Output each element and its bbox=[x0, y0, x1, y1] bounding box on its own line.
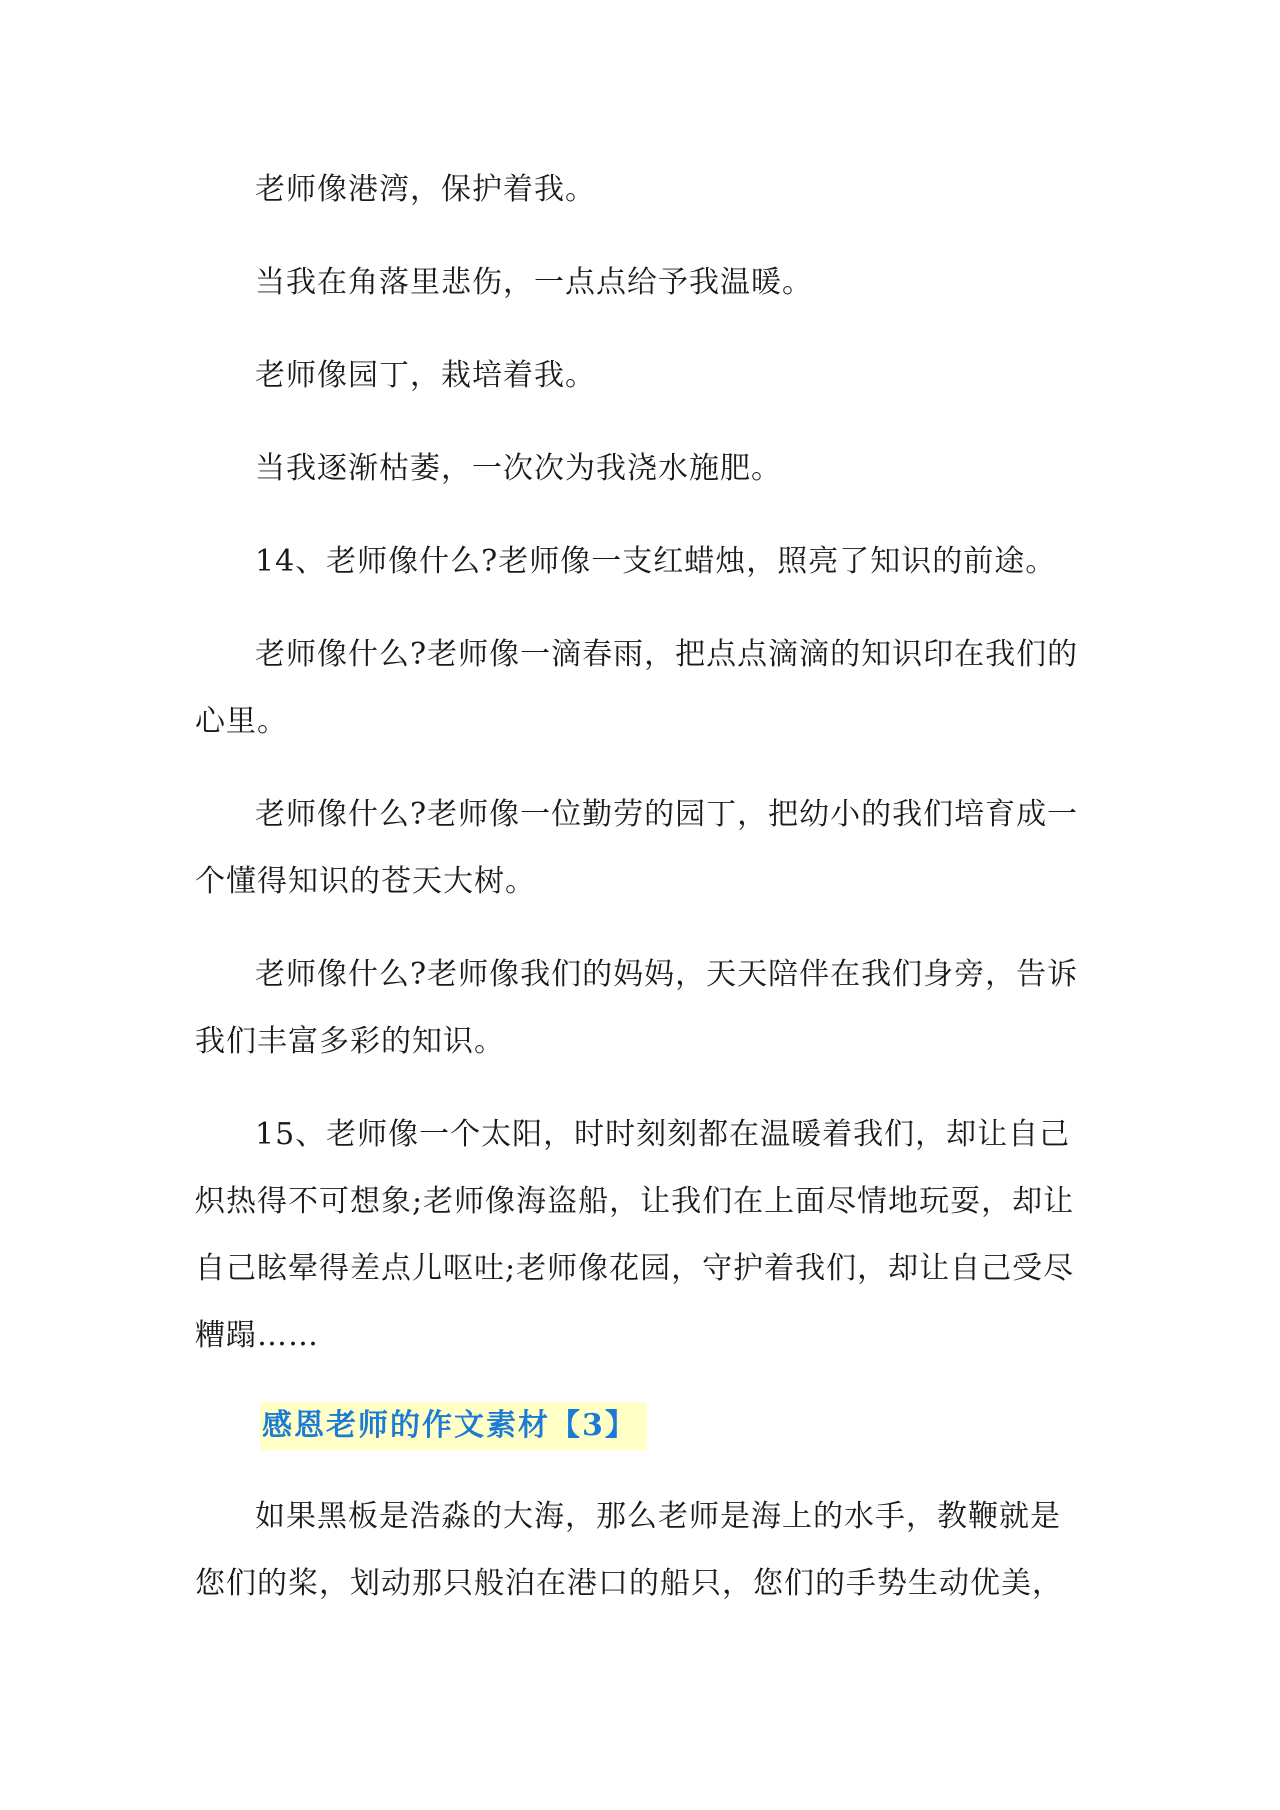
paragraph: 老师像港湾，保护着我。 bbox=[255, 172, 596, 207]
paragraph: 当我在角落里悲伤，一点点给予我温暖。 bbox=[255, 265, 813, 300]
paragraph: 老师像什么?老师像一位勤劳的园丁，把幼小的我们培育成一个懂得知识的苍天大树。 bbox=[195, 797, 1079, 899]
paragraph: 14、老师像什么?老师像一支红蜡烛，照亮了知识的前途。 bbox=[255, 544, 1057, 579]
section-heading: 感恩老师的作文素材【3】 bbox=[260, 1402, 647, 1450]
section-heading-wrap bbox=[260, 1395, 1091, 1457]
paragraph: 当我逐渐枯萎，一次次为我浇水施肥。 bbox=[255, 451, 782, 486]
document-body bbox=[195, 156, 1091, 1643]
paragraph: 如果黑板是浩淼的大海，那么老师是海上的水手，教鞭就是您们的桨，划动那只般泊在港口的船只，您们的手势生动优美， bbox=[195, 1499, 1063, 1601]
paragraph: 15、老师像一个太阳，时时刻刻都在温暖着我们，却让自己炽热得不可想象;老师像海盗船，让我们在上面尽情地玩耍，却让自己眩晕得差点儿呕吐;老师像花园，守护着我们，却让自己受尽糟蹋…… bbox=[195, 1117, 1075, 1353]
paragraph: 老师像园丁，栽培着我。 bbox=[255, 358, 596, 393]
paragraph: 老师像什么?老师像我们的妈妈，天天陪伴在我们身旁，告诉我们丰富多彩的知识。 bbox=[195, 957, 1079, 1059]
paragraph: 老师像什么?老师像一滴春雨，把点点滴滴的知识印在我们的心里。 bbox=[195, 637, 1079, 739]
